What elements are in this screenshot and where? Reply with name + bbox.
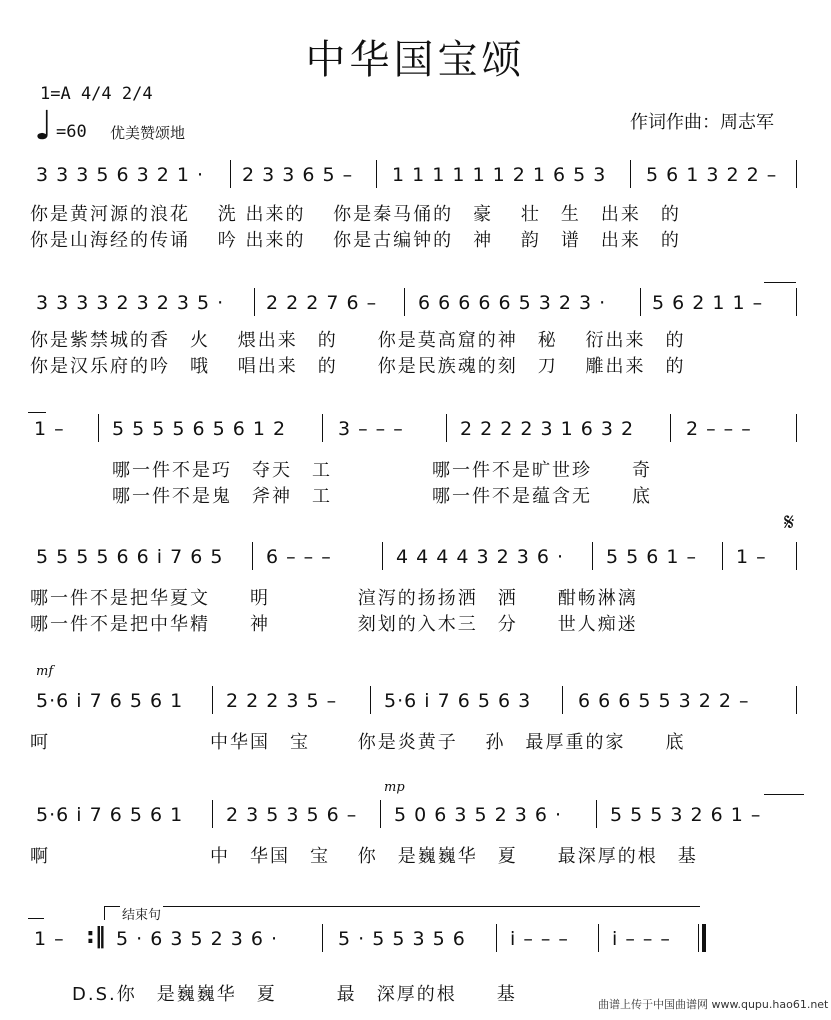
barline xyxy=(446,414,447,442)
lyric-line: 哪一件不是鬼 斧神 工 哪一件不是蕴含无 底 xyxy=(112,486,652,507)
barline xyxy=(796,288,797,316)
tie-line xyxy=(28,412,46,413)
barline xyxy=(380,800,381,828)
lyric-line: 呵 中华国 宝 你是炎黄子 孙 最厚重的家 底 xyxy=(30,732,686,753)
measure: 5·6 i 7 6 5 6 1 xyxy=(36,690,184,712)
watermark: 曲谱上传于中国曲谱网 www.qupu.hao61.net xyxy=(598,998,829,1011)
barline xyxy=(562,686,563,714)
measure: 5 6 1 3 2 2 – xyxy=(646,164,778,186)
barline xyxy=(212,800,213,828)
barline xyxy=(670,414,671,442)
quarter-note-icon: ♩ xyxy=(34,103,53,149)
measure: 2 2 2 2 3 1 6 3 2 xyxy=(460,418,635,440)
closing-label: 结束句 xyxy=(120,904,163,923)
measure: 6 6 6 6 6 5 3 2 3 · xyxy=(418,292,607,314)
tempo-mark: =60 xyxy=(56,122,87,142)
dynamic-mark: mp xyxy=(384,780,405,795)
measure: 5 5 6 1 – xyxy=(606,546,698,568)
barline xyxy=(630,160,631,188)
volta-bracket xyxy=(104,906,700,907)
measure: 2 3 5 3 5 6 – xyxy=(226,804,358,826)
measure: 1 – xyxy=(34,928,65,950)
measure: 3 3 3 3 2 3 2 3 5 · xyxy=(36,292,225,314)
measure: 4 4 4 4 3 2 3 6 · xyxy=(396,546,565,568)
final-barline xyxy=(698,924,699,952)
measure: 2 2 2 3 5 – xyxy=(226,690,338,712)
lyric-line: 你是汉乐府的吟 哦 唱出来 的 你是民族魂的刻 刀 雕出来 的 xyxy=(30,356,686,377)
measure: i – – – xyxy=(510,928,569,950)
lyric-line: D.S.你 是巍巍华 夏 最 深厚的根 基 xyxy=(72,984,517,1005)
measure: 3 – – – xyxy=(338,418,404,440)
key-meter: 1=A 4/4 2/4 xyxy=(40,84,153,104)
measure: 2 3 3 6 5 – xyxy=(242,164,354,186)
segno-icon: 𝄋 xyxy=(784,508,795,536)
barline xyxy=(252,542,253,570)
barline xyxy=(640,288,641,316)
barline xyxy=(796,414,797,442)
measure: 5 5 5 5 6 5 6 1 2 xyxy=(112,418,287,440)
tie-line xyxy=(764,794,804,795)
barline xyxy=(598,924,599,952)
measure: 5 · 5 5 3 5 6 xyxy=(338,928,466,950)
lyric-line: 你是黄河源的浪花 洗 出来的 你是秦马俑的 豪 壮 生 出来 的 xyxy=(30,204,681,225)
barline xyxy=(722,542,723,570)
barline xyxy=(322,924,323,952)
lyric-line: 你是紫禁城的香 火 煨出来 的 你是莫高窟的神 秘 衍出来 的 xyxy=(30,330,686,351)
measure: 5 5 5 5 6 6 i 7 6 5 xyxy=(36,546,224,568)
barline xyxy=(596,800,597,828)
measure: 3 3 3 5 6 3 2 1 · xyxy=(36,164,205,186)
measure: 5 5 5 3 2 6 1 – xyxy=(610,804,762,826)
lyric-line: 哪一件不是把中华精 神 刻划的入木三 分 世人痴迷 xyxy=(30,614,638,635)
song-title: 中华国宝颂 xyxy=(305,37,526,83)
barline xyxy=(376,160,377,188)
measure: 5 6 2 1 1 – xyxy=(652,292,764,314)
barline xyxy=(796,542,797,570)
volta-bracket xyxy=(104,906,105,920)
barline xyxy=(254,288,255,316)
lyric-line: 啊 中 华国 宝 你 是巍巍华 夏 最深厚的根 基 xyxy=(30,846,698,867)
barline xyxy=(230,160,231,188)
measure: 2 – – – xyxy=(686,418,752,440)
measure: 6 – – – xyxy=(266,546,332,568)
barline xyxy=(796,160,797,188)
barline xyxy=(592,542,593,570)
measure: 1 – xyxy=(34,418,65,440)
measure: i – – – xyxy=(612,928,671,950)
measure: 2 2 2 7 6 – xyxy=(266,292,378,314)
measure: 5·6 i 7 6 5 6 3 xyxy=(384,690,532,712)
barline xyxy=(382,542,383,570)
lyric-line: 哪一件不是巧 夺天 工 哪一件不是旷世珍 奇 xyxy=(112,460,652,481)
barline xyxy=(98,414,99,442)
final-barline xyxy=(702,924,706,952)
measure: 6 6 6 5 5 3 2 2 – xyxy=(578,690,750,712)
credits: 作词作曲：周志军 xyxy=(630,112,774,133)
expression-mark: 优美赞颂地 xyxy=(110,124,186,142)
barline xyxy=(370,686,371,714)
measure: 5·6 i 7 6 5 6 1 xyxy=(36,804,184,826)
barline xyxy=(404,288,405,316)
tie-line xyxy=(764,282,796,283)
dynamic-mark: mf xyxy=(36,664,54,679)
barline xyxy=(496,924,497,952)
barline xyxy=(212,686,213,714)
measure: 1 – xyxy=(736,546,767,568)
lyric-line: 你是山海经的传诵 吟 出来的 你是古编钟的 神 韵 谱 出来 的 xyxy=(30,230,681,251)
tie-line xyxy=(28,918,44,919)
lyric-line: 哪一件不是把华夏文 明 渲泻的扬扬洒 洒 酣畅淋漓 xyxy=(30,588,638,609)
repeat-sign: :‖ xyxy=(86,924,106,949)
barline xyxy=(322,414,323,442)
measure: 5 · 6 3 5 2 3 6 · xyxy=(116,928,279,950)
barline xyxy=(796,686,797,714)
measure: 5 0 6 3 5 2 3 6 · xyxy=(394,804,563,826)
measure: 1 1 1 1 1 1 2 1 6 5 3 xyxy=(392,164,607,186)
